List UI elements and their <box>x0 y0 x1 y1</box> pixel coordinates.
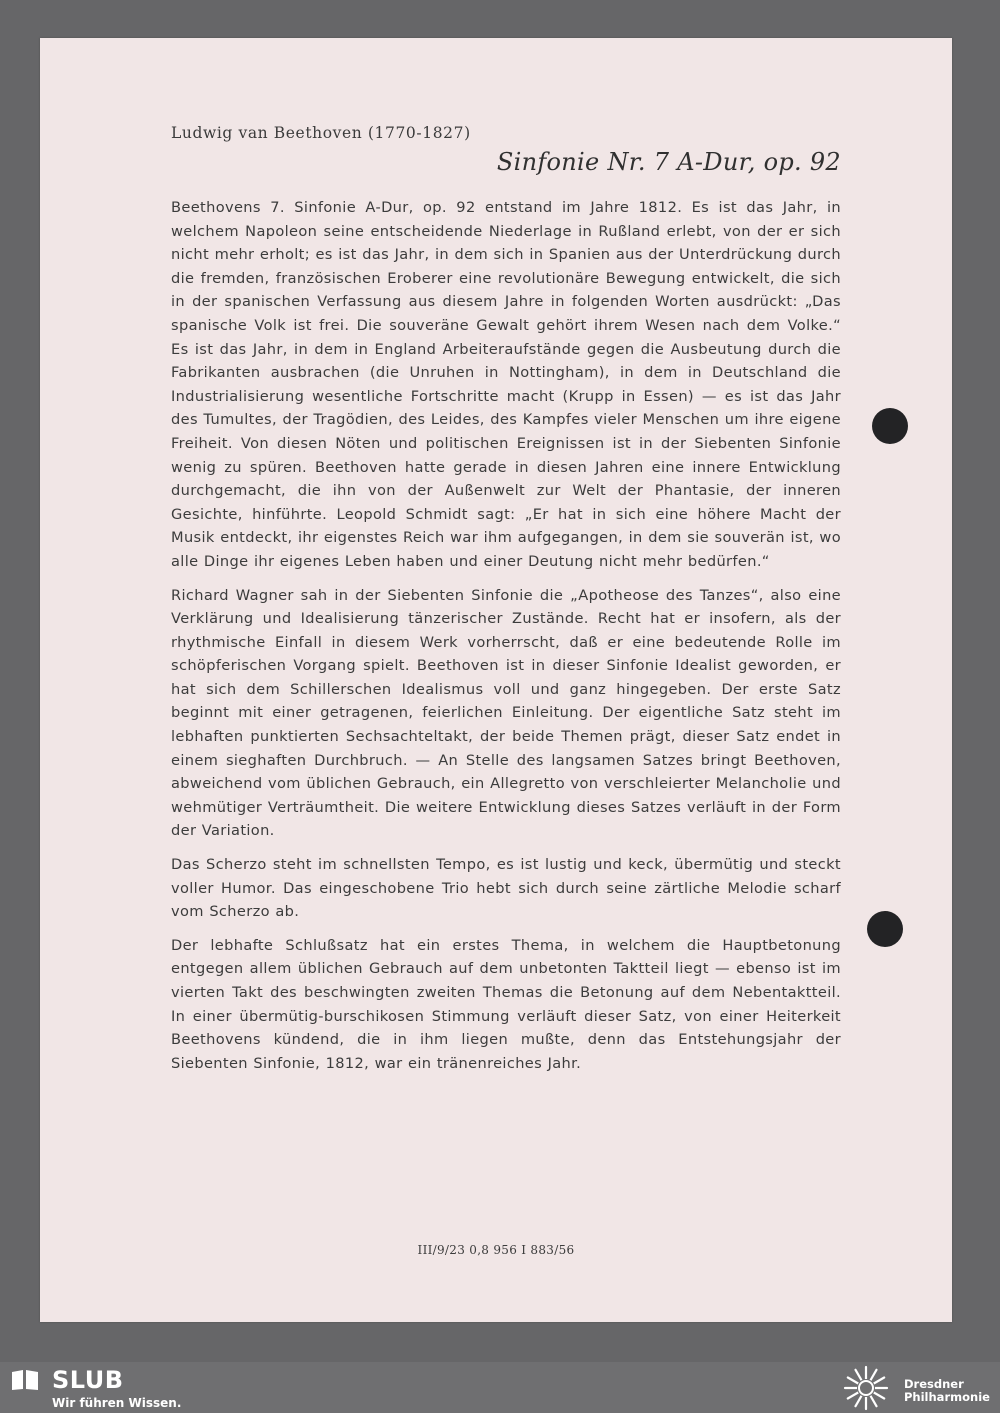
paragraph-history: Beethovens 7. Sinfonie A-Dur, op. 92 entstand im Jahre 1812. Es ist das Jahr, in welchem Napoleon seine entscheidende Niederlage in Rußland erlebt, von der er sich nicht mehr erholt; es ist das Jahr, in dem sich in Spanien aus der Unterdrückung durch die fremden, französischen Eroberer eine revolutionäre Bewegung entwickelt, die sich in der spanischen Verfassung aus diesem Jahre in folgenden Worten ausdrückt: „Das spanische Volk ist frei. Die souveräne Gewalt gehört ihrem Wesen nach dem Volke.“ Es ist das Jahr, in dem in England Arbeiteraufstände gegen die Ausbeutung durch die Fabrikanten ausbrachen (die Unruhen in Nottingham), in dem in Deutschland die Industrialisierung wesentliche Fortschritte macht (Krupp in Essen) — es ist das Jahr des Tumultes, der Tragödien, des Leides, des Kampfes vieler Menschen um ihre eigene Freiheit. Von diesen Nöten und politischen Ereignissen ist in der Siebenten Sinfonie wenig zu spüren. Beethoven hatte gerade in diesen Jahren eine innere Entwicklung durchgemacht, die ihn von der Außenwelt zur Welt der Phantasie, der inneren Gesichte, hinführte. Leopold Schmidt sagt: „Er hat in sich eine höhere Macht der Musik entdeckt, ihr eigenstes Reich war ihm aufgegangen, in dem sie souverän ist, wo alle Dinge ihr eigenes Leben haben und einer Deutung nicht mehr bedürfen.“ <box>171 199 841 570</box>
punch-hole-top <box>872 408 908 444</box>
paragraph-finale: Der lebhafte Schlußsatz hat ein erstes Thema, in welchem die Hauptbetonung entgegen allem üblichen Gebrauch auf dem unbetonten Taktteil liegt — ebenso ist im vierten Takt des beschwingten zweiten Themas die Betonung auf dem Nebentaktteil. In einer übermütig-burschikosen Stimmung verläuft dieser Satz, von einer Heiterkeit Beethovens kündend, die in ihm liegen mußte, denn das Entstehungsjahr der Siebenten Sinfonie, 1812, war ein tränenreiches Jahr. <box>171 936 841 1072</box>
composer-heading: Ludwig van Beethoven (1770-1827) <box>171 124 471 142</box>
work-title: Sinfonie Nr. 7 A-Dur, op. 92 <box>496 148 841 176</box>
document-page <box>40 38 952 1322</box>
philharmonie-line2: Philharmonie <box>904 1390 990 1404</box>
printer-mark: III/9/23 0,8 956 I 883/56 <box>417 1243 575 1257</box>
paragraph-wagner: Richard Wagner sah in der Siebenten Sinfonie die „Apotheose des Tanzes“, also eine Verklärung und Idealisierung tänzerischer Zustände. Recht hat er insofern, als der rhythmische Einfall in diesem Werk vorherrscht, daß er eine bedeutende Rolle im schöpferischen Vorgang spielt. Beethoven ist in dieser Sinfonie Idealist geworden, er hat sich dem Schillerschen Idealismus voll und ganz hingegeben. Der erste Satz beginnt mit einer getragenen, feierlichen Einleitung. Der eigentliche Satz steht im lebhaften punktierten Sechsachteltakt, der beide Themen prägt, dieser Satz endet in einem sieghaften Durchbruch. — An Stelle des langsamen Satzes bringt Beethoven, abweichend vom üblichen Gebrauch, ein Allegretto von verschleierter Melancholie und wehmütiger Verträumtheit. Die weitere Entwicklung dieses Satzes verläuft in der Form der Variation. <box>171 586 841 840</box>
punch-hole-bottom <box>867 911 903 947</box>
footer-bar <box>0 1362 1000 1413</box>
paragraph-scherzo: Das Scherzo steht im schnellsten Tempo, es ist lustig und keck, übermütig und steckt voller Humor. Das eingeschobene Trio hebt sich durch seine zärtliche Melodie scharf vom Scherzo ab. <box>171 856 841 921</box>
philharmonie-sunburst-icon <box>840 1365 892 1411</box>
slub-logo-text[interactable]: SLUB <box>52 1366 124 1394</box>
program-notes <box>171 196 841 1085</box>
slub-book-icon <box>10 1369 40 1391</box>
philharmonie-logo-text[interactable] <box>904 1378 990 1404</box>
slub-tagline: Wir führen Wissen. <box>52 1396 182 1410</box>
philharmonie-line1: Dresdner <box>904 1377 964 1391</box>
